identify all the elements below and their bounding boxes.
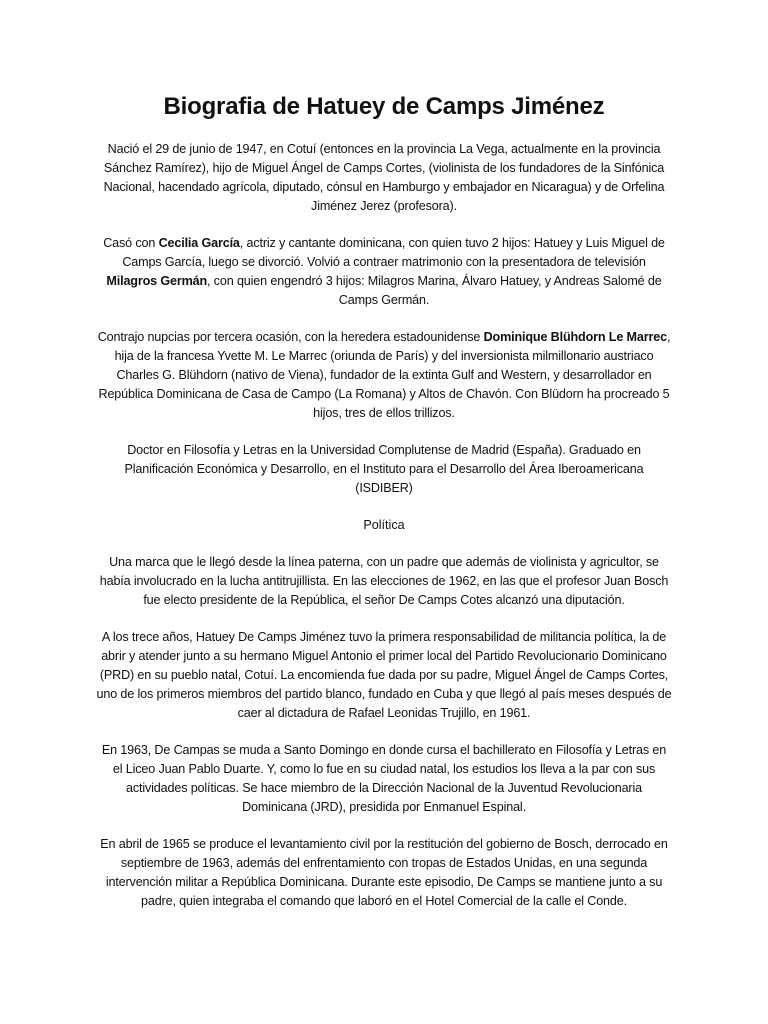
text-run: Contrajo nupcias por tercera ocasión, con la heredera estadounidense [97, 330, 484, 344]
bold-name-milagros: Milagros Germán [106, 274, 208, 288]
paragraph-1965: En abril de 1965 se produce el levantamiento civil por la restitución del gobierno de Bosch, derrocado en septiembre de 1963, además del enfrentamiento con tropas de Estados Unidas, en una segunda intervención militar a República Dominicana. Durante este episodio, De Camps se mantiene junto a su padre, quien integraba el comando que laboró en el Hotel Comercial de la calle el Conde. [100, 837, 668, 908]
paragraph-politics-origin: Una marca que le llegó desde la línea paterna, con un padre que además de violinista y agricultor, se había involucrado en la lucha antitrujillista. En las elecciones de 1962, en las que el profesor Juan Bosch fue electo presidente de la República, el señor De Camps Cotes alcanzó una diputación. [99, 555, 669, 607]
paragraph-first-militancy: A los trece años, Hatuey De Camps Jiménez tuvo la primera responsabilidad de militancia política, la de abrir y atender junto a su hermano Miguel Antonio el primer local del Partido Revolucionario Dominicano (PRD) en su pueblo natal, Cotuí. La encomienda fue dada por su padre, Miguel Ángel de Camps Cortes, uno de los primeros miembros del partido blanco, fundado en Cuba y que llegó al país meses después de caer al dictadura de Rafael Leonidas Trujillo, en 1961. [96, 630, 672, 720]
document-title: Biografia de Hatuey de Camps Jiménez [163, 93, 605, 120]
section-heading-politica: Política [363, 518, 405, 532]
text-run: , hija de la francesa Yvette M. Le Marrec (oriunda de París) y del inversionista milmillonario austriaco Charles G. Blühdorn (nativo de Viena), fundador de la extinta Gulf and Western, y desarrollador en República Dominicana de Casa de Campo (La Romana) y Altos de Chavón. Con Blüdorn ha procreado 5 hijos, tres de ellos trillizos. [98, 330, 671, 420]
bold-name-dominique: Dominique Blühdorn Le Marrec [483, 330, 667, 344]
text-run: , actriz y cantante dominicana, con quien tuvo 2 hijos: Hatuey y Luis Miguel de Camps García, luego se divorció. Volvió a contraer matrimonio con la presentadora de televisión [122, 236, 665, 269]
paragraph-education: Doctor en Filosofía y Letras en la Universidad Complutense de Madrid (España). Graduado en Planificación Económica y Desarrollo, en el Instituto para el Desarrollo del Área Iberoamericana (ISDIBER) [124, 443, 644, 495]
paragraph-santo-domingo: En 1963, De Campas se muda a Santo Domingo en donde cursa el bachillerato en Filosofía y Letras en el Liceo Juan Pablo Duarte. Y, como lo fue en su ciudad natal, los estudios los lleva a la par con sus actividades políticas. Se hace miembro de la Dirección Nacional de la Juventud Revolucionaria Dominicana (JRD), presidida por Enmanuel Espinal. [101, 743, 667, 814]
text-run: , con quien engendró 3 hijos: Milagros Marina, Álvaro Hatuey, y Andreas Salomé de Camps Germán. [207, 274, 662, 307]
paragraph-third-marriage [96, 328, 672, 423]
paragraph-marriages [96, 234, 672, 310]
paragraph-birth: Nació el 29 de junio de 1947, en Cotuí (entonces en la provincia La Vega, actualmente en la provincia Sánchez Ramírez), hijo de Miguel Ángel de Camps Cortes, (violinista de los fundadores de la Sinfónica Nacional, hacendado agrícola, diputado, cónsul en Hamburgo y embajador en Nicaragua) y de Orfelina Jiménez Jerez (profesora). [103, 142, 665, 213]
bold-name-cecilia: Cecilia García [158, 236, 240, 250]
text-run: Casó con [103, 236, 159, 250]
